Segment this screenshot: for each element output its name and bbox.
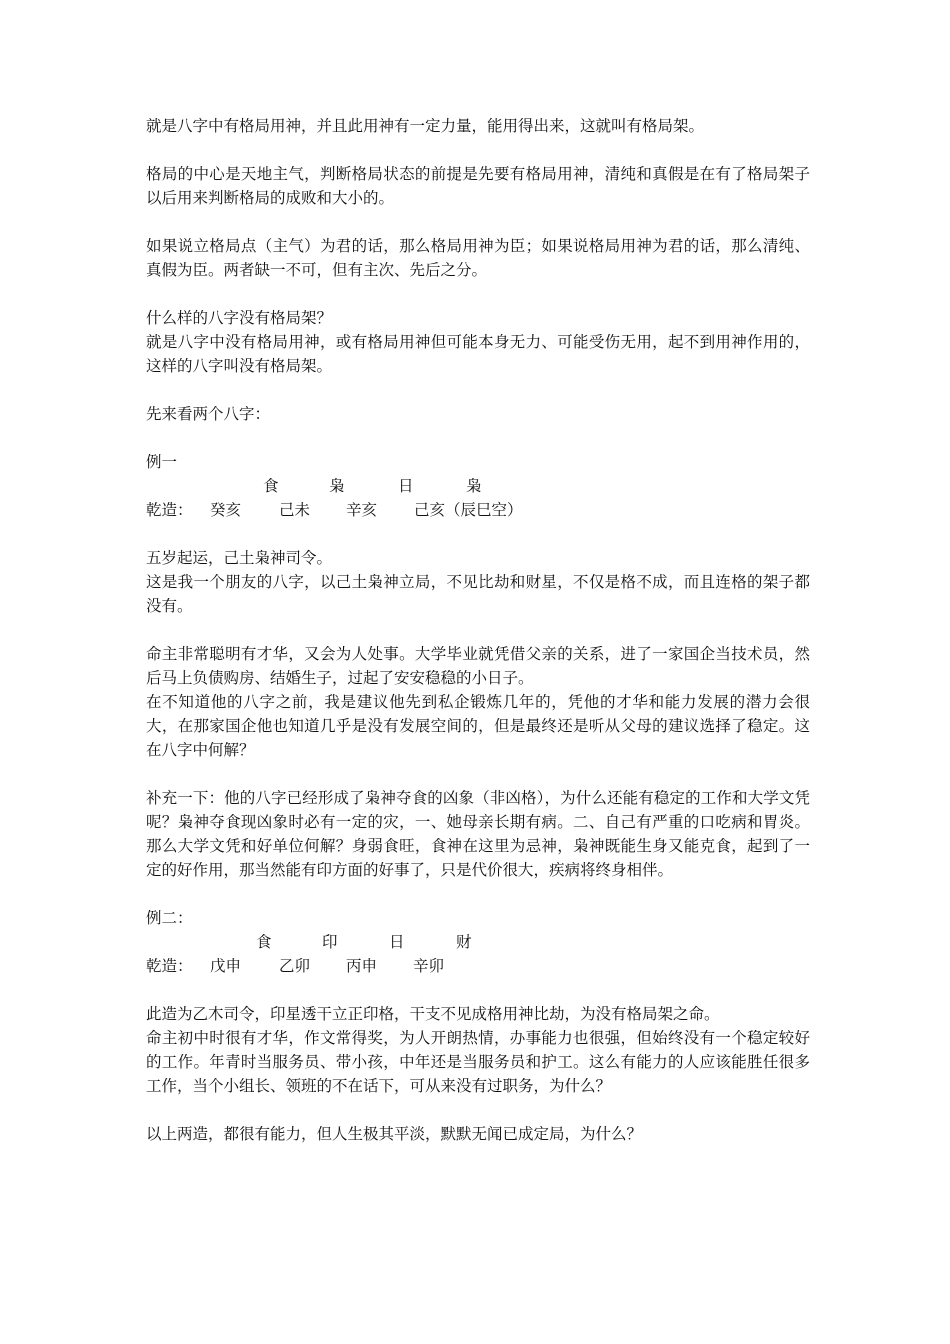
pillar: 己亥（辰巳空） — [414, 501, 523, 519]
paragraph: 这是我一个朋友的八字，以己土枭神立局，不见比劫和财星，不仅是格不成，而且连格的架子都没有。 — [146, 573, 810, 615]
paragraph: 在不知道他的八字之前，我是建议他先到私企锻炼几年的，凭他的才华和能力发展的潜力会很大，在那家国企他也知道几乎是没有发展空间的，但是最终还是听从父母的建议选择了稳定。这在八字中何解？ — [146, 693, 810, 759]
paragraph: 以上两造，都很有能力，但人生极其平淡，默默无闻已成定局，为什么？ — [146, 1125, 643, 1143]
example-1-pillars-row — [146, 498, 810, 522]
example-2-pillars-row — [146, 954, 810, 978]
pillar: 己未 — [279, 501, 311, 519]
pillar: 辛卯 — [413, 957, 445, 975]
pillar: 丙申 — [346, 957, 378, 975]
paragraph: 命主初中时很有才华，作文常得奖，为人开朗热情，办事能力也很强，但始终没有一个稳定较好的工作。年青时当服务员、带小孩，中年还是当服务员和护工。这么有能力的人应该能胜任很多工作，当个小组长、领班的不在话下，可从来没有过职务，为什么？ — [146, 1029, 810, 1095]
god-label: 食 — [256, 933, 272, 951]
pillar: 辛亥 — [346, 501, 378, 519]
paragraph: 补充一下：他的八字已经形成了枭神夺食的凶象（非凶格），为什么还能有稳定的工作和大学文凭呢？枭神夺食现凶象时必有一定的灾，一、她母亲长期有病。二、自己有严重的口吃病和胃炎。那么大学文凭和好单位何解？身弱食旺，食神在这里为忌神，枭神既能生身又能克食，起到了一定的好作用，那当然能有印方面的好事了，只是代价很大，疾病将终身相伴。 — [146, 789, 810, 879]
paragraph: 先来看两个八字： — [146, 405, 271, 423]
paragraph: 格局的中心是天地主气，判断格局状态的前提是先要有格局用神，清纯和真假是在有了格局架子以后用来判断格局的成败和大小的。 — [146, 165, 810, 207]
chart-label: 乾造： — [146, 501, 193, 519]
god-label: 财 — [456, 933, 472, 951]
document-page — [146, 114, 810, 1146]
pillar: 戊申 — [210, 957, 242, 975]
example-2-gods-row — [146, 930, 810, 954]
god-label: 食 — [263, 477, 279, 495]
example-2-title: 例二： — [146, 909, 193, 927]
paragraph: 五岁起运，己土枭神司令。 — [146, 549, 333, 567]
paragraph: 就是八字中有格局用神，并且此用神有一定力量，能用得出来，这就叫有格局架。 — [146, 117, 705, 135]
chart-label: 乾造： — [146, 957, 193, 975]
paragraph: 此造为乙木司令，印星透干立正印格，干支不见成格用神比劫，为没有格局架之命。 — [146, 1005, 720, 1023]
god-label: 枭 — [329, 477, 345, 495]
god-label: 枭 — [466, 477, 482, 495]
paragraph: 命主非常聪明有才华，又会为人处事。大学毕业就凭借父亲的关系，进了一家国企当技术员，然后马上负债购房、结婚生子，过起了安安稳稳的小日子。 — [146, 645, 810, 687]
pillar: 癸亥 — [210, 501, 242, 519]
paragraph: 如果说立格局点（主气）为君的话，那么格局用神为臣；如果说格局用神为君的话，那么清纯、真假为臣。两者缺一不可，但有主次、先后之分。 — [146, 237, 810, 279]
paragraph: 什么样的八字没有格局架？ — [146, 309, 333, 327]
example-1-title: 例一 — [146, 453, 178, 471]
pillar: 乙卯 — [279, 957, 311, 975]
paragraph: 就是八字中没有格局用神，或有格局用神但可能本身无力、可能受伤无用，起不到用神作用的，这样的八字叫没有格局架。 — [146, 333, 810, 375]
god-label: 日 — [398, 477, 414, 495]
example-1-gods-row — [146, 474, 810, 498]
god-label: 日 — [389, 933, 405, 951]
god-label: 印 — [322, 933, 338, 951]
